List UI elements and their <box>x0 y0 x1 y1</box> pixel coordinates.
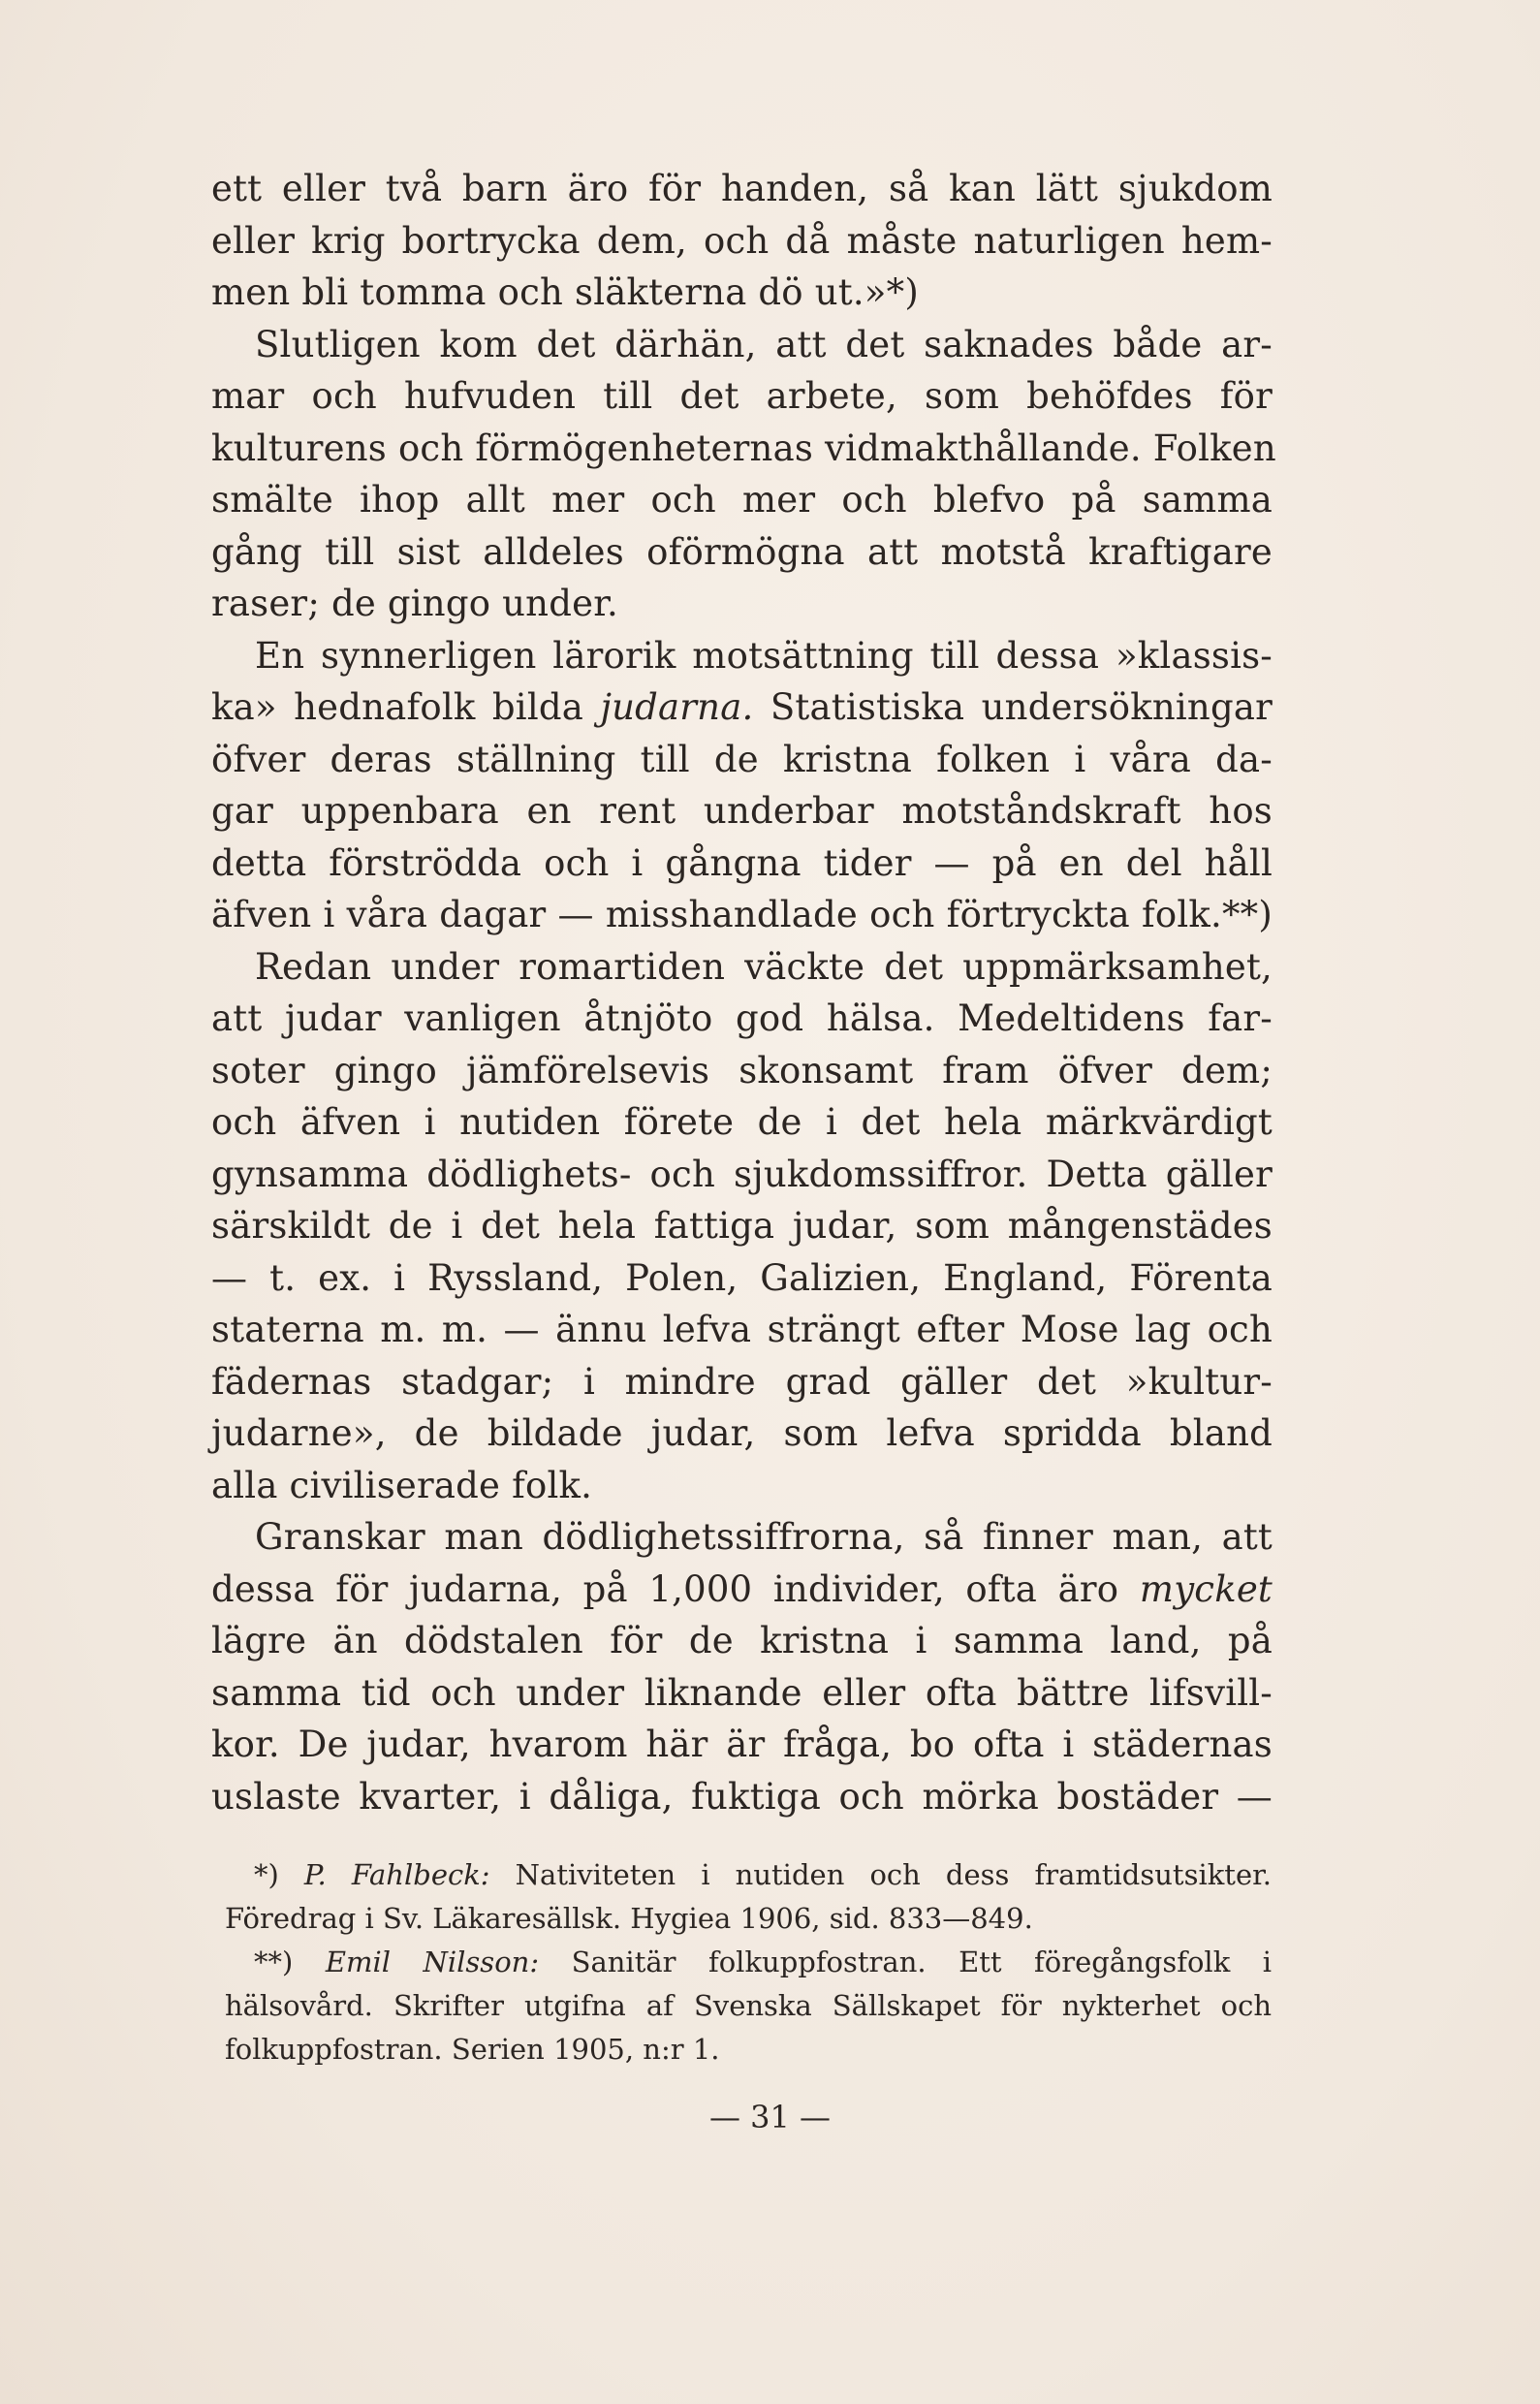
text-line: gynsamma dödlighets- och sjukdomssiffror. Detta gäller <box>211 1153 1273 1195</box>
text-line: gar uppenbara en rent underbar motståndskraft hos <box>211 790 1273 832</box>
text-segment: Statistiska undersökningar <box>770 686 1273 728</box>
text-line: att judar vanligen åtnjöto god hälsa. Medeltidens far- <box>211 997 1273 1039</box>
text-line: äfven i våra dagar — misshandlade och förtryckta folk.**) <box>211 894 1273 935</box>
text-line: Slutligen kom det därhän, att det saknades både ar- <box>255 323 1273 365</box>
text-line: öfver deras ställning till de kristna folken i våra da- <box>211 738 1273 780</box>
text-line: smälte ihop allt mer och mer och blefvo på samma <box>211 479 1273 521</box>
text-line: staterna m. m. — ännu lefva strängt efter Mose lag och <box>211 1309 1273 1350</box>
text-line: Redan under romartiden väckte det uppmärksamhet, <box>255 945 1273 988</box>
text-line: raser; de gingo under. <box>211 583 618 624</box>
text-line: alla civiliserade folk. <box>211 1464 593 1506</box>
text-line: lägre än dödstalen för de kristna i samma land, på <box>211 1620 1273 1661</box>
emphasis-text: mycket <box>1139 1567 1273 1610</box>
text-line: eller krig bortrycka dem, och då måste naturligen hem- <box>211 219 1273 262</box>
text-line: En synnerligen lärorik motsättning till dessa »klassis- <box>255 634 1273 677</box>
text-line: ett eller två barn äro för handen, så kan lätt sjukdom <box>211 168 1273 209</box>
text-line <box>211 1564 1273 1616</box>
text-line: detta förströdda och i gångna tider — på en del håll <box>211 841 1273 884</box>
text-line: gång till sist alldeles oförmögna att motstå kraftigare <box>211 530 1273 573</box>
footnote-author: Emil Nilsson: <box>325 1945 540 1978</box>
text-segment: ka» hednafolk bilda <box>211 686 584 728</box>
text-line: och äfven i nutiden förete de i det hela märkvärdigt <box>211 1101 1273 1143</box>
footnote-line: hälsovård. Skrifter utgifna af Svenska Sällskapet för nykterhet och <box>225 1989 1272 2022</box>
footnote-line: folkuppfostran. Serien 1905, n:r 1. <box>225 2033 720 2066</box>
text-line: kulturens och förmögenheternas vidmakthållande. Folken <box>211 427 1276 469</box>
text-line: judarne», de bildade judar, som lefva spridda bland <box>211 1412 1273 1454</box>
footnote-1 <box>225 1853 1272 1897</box>
footnote-text: Sanitär folkuppfostran. Ett föregångsfolk i <box>571 1945 1273 1978</box>
text-line: samma tid och under liknande eller ofta bättre lifsvill- <box>211 1671 1273 1714</box>
footnote-line: Föredrag i Sv. Läkaresällsk. Hygiea 1906, sid. 833—849. <box>225 1902 1033 1935</box>
text-line: uslaste kvarter, i dåliga, fuktiga och mörka bostäder — <box>211 1775 1273 1818</box>
footnote-marker: **) <box>254 1945 294 1978</box>
text-line: fädernas stadgar; i mindre grad gäller det »kultur- <box>211 1360 1273 1403</box>
page-number: — 31 — <box>708 2099 832 2135</box>
text-line: mar och hufvuden till det arbete, som behöfdes för <box>211 375 1273 417</box>
text-line: — t. ex. i Ryssland, Polen, Galizien, England, Förenta <box>211 1256 1273 1299</box>
footnote-author: P. Fahlbeck: <box>303 1858 490 1891</box>
body-text <box>211 163 1276 1822</box>
text-line <box>211 681 1273 734</box>
footnote-2 <box>225 1941 1272 1984</box>
emphasis-text: judarna. <box>600 686 754 728</box>
footnote-marker: *) <box>254 1858 279 1891</box>
text-line: särskildt de i det hela fattiga judar, som mångenstädes <box>211 1205 1273 1247</box>
text-line: soter gingo jämförelsevis skonsamt fram öfver dem; <box>211 1049 1273 1091</box>
text-line: men bli tomma och släkterna dö ut.»*) <box>211 271 919 313</box>
footnote-text: Nativiteten i nutiden och dess framtidsutsikter. <box>515 1858 1273 1891</box>
text-line: Granskar man dödlighetssiffrorna, så finner man, att <box>255 1516 1273 1558</box>
footnotes <box>225 1853 1272 2072</box>
text-line: kor. De judar, hvarom här är fråga, bo ofta i städernas <box>211 1724 1273 1765</box>
text-segment: dessa för judarna, på 1,000 individer, ofta äro <box>211 1567 1119 1610</box>
